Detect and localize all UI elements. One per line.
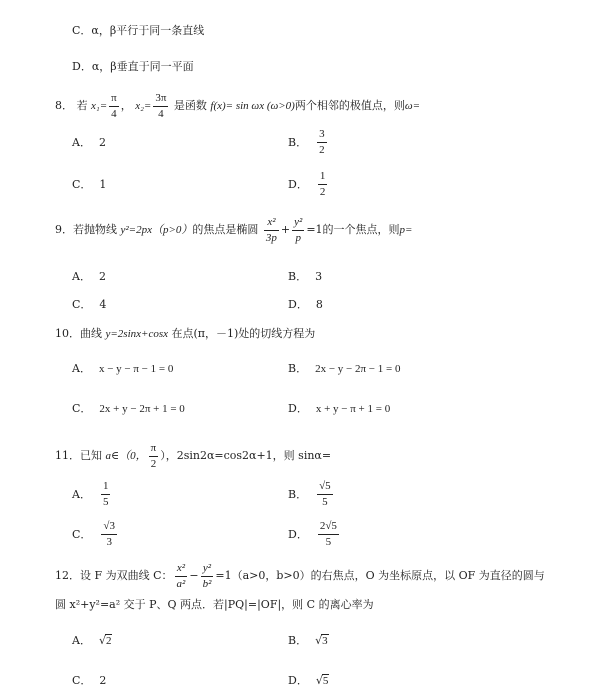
- q8-middle: 是函数: [173, 99, 207, 113]
- q11-option-b: B． $\frac{√5}{5}$: [288, 480, 331, 508]
- q11-option-c-frac: $\frac{√3}{3}$: [103, 520, 115, 548]
- q8-number: 8．: [55, 99, 73, 113]
- q12-option-b-sqrt: √3: [315, 634, 328, 647]
- q10-option-a: A． x − y − π − 1 = 0: [72, 362, 174, 375]
- q12-hyp-frac1: $\frac{\text{x²}}{\text{a²}}$: [176, 562, 186, 590]
- q8-func: f(x)= sin ωx (ω>0): [210, 100, 295, 113]
- q8-prefix: 若: [76, 99, 88, 113]
- q10-curve: y=2sinx+cosx: [105, 328, 168, 340]
- q7-option-d: D．α，β垂直于同一平面: [72, 60, 194, 73]
- q8-suffix: 两个相邻的极值点，则: [294, 99, 405, 113]
- q8-frac2: $\frac{3\pi}{4}$: [155, 92, 167, 120]
- q8-omega: ω=: [404, 100, 421, 113]
- q10-stem: 10．曲线 y=2sinx+cosx 在点(π，－1)处的切线方程为: [55, 327, 316, 340]
- q8-option-b-frac: $\frac{3}{2}$: [319, 128, 325, 156]
- q8-option-a: A． 2: [72, 136, 106, 149]
- q9-ellipse-frac1: $\frac{\text{x²}}{3p}$: [265, 216, 277, 244]
- q11-stem: 11．已知 a∈（0， $\frac{\pi}{2}$ ），2sin2α=cos2α+1，则 sinα=: [55, 442, 332, 470]
- q9-option-b: B． 3: [288, 270, 323, 283]
- q9-eq: y²=2px（p>0）: [120, 224, 193, 237]
- q8-option-d: D． $\frac{1}{2}$: [288, 170, 326, 198]
- q10-option-d: D． x + y − π + 1 = 0: [288, 402, 391, 415]
- q12-stem-line1: 12．设 F 为双曲线 C： $\frac{\text{x²}}{\text{a²}}$ − $\frac{\text{y²}}{\text{b²}}$ =1（a>0，b>0）的右焦点，O 为坐标原点，以 OF 为直径的圆与: [55, 562, 545, 590]
- q12-stem-line2: 圆 x²+y²=a² 交于 P、Q 两点．若|PQ|=|OF|，则 C 的离心率为: [55, 598, 374, 611]
- q12-option-d-sqrt: √5: [315, 674, 329, 687]
- q8-x1: x₁=: [91, 100, 108, 113]
- q9-option-a: A． 2: [72, 270, 106, 283]
- q10-option-b: B． 2x − y − 2π − 1 = 0: [288, 362, 401, 375]
- q8-option-b: B． $\frac{3}{2}$: [288, 128, 325, 156]
- q11-option-d: D． $\frac{2√5}{5}$: [288, 520, 337, 548]
- q9-option-c: C． 4: [72, 298, 107, 311]
- q10-option-c: C． 2x + y − 2π + 1 = 0: [72, 402, 185, 415]
- q12-option-a-sqrt: √2: [98, 634, 112, 647]
- q8-x2: x₂=: [135, 100, 152, 113]
- q11-option-d-frac: $\frac{2√5}{5}$: [319, 520, 337, 548]
- q11-frac: $\frac{\pi}{2}$: [150, 442, 157, 470]
- q12-option-b: B． √3: [288, 634, 328, 647]
- q8-frac1: $\frac{\pi}{4}$: [111, 92, 117, 120]
- q12-option-c: C． 2: [72, 674, 107, 687]
- q11-option-a-frac: $\frac{1}{5}$: [102, 480, 109, 508]
- q11-option-a: A． $\frac{1}{5}$: [72, 480, 109, 508]
- q9-option-d: D． 8: [288, 298, 323, 311]
- q12-hyp-frac2: $\frac{\text{y²}}{\text{b²}}$: [202, 562, 212, 590]
- q8-option-d-frac: $\frac{1}{2}$: [319, 170, 326, 198]
- q12-option-d: D． √5: [288, 674, 329, 687]
- q12-option-a: A． √2: [72, 634, 112, 647]
- q8-stem: [55, 92, 420, 120]
- q7-option-c: C．α，β平行于同一条直线: [72, 24, 205, 37]
- q9-stem: 9．若抛物线 y²=2px（p>0）的焦点是椭圆 $\frac{\text{x²}}{3p}$ + $\frac{\text{y²}}{p}$ =1的一个焦点，则p=: [55, 216, 413, 244]
- q11-option-c: C． $\frac{√3}{3}$: [72, 520, 115, 548]
- q8-sep: ，: [120, 99, 132, 113]
- q9-ellipse-frac2: $\frac{\text{y²}}{p}$: [294, 216, 303, 244]
- q8-option-c: C． 1: [72, 178, 107, 191]
- q11-option-b-frac: $\frac{√5}{5}$: [319, 480, 331, 508]
